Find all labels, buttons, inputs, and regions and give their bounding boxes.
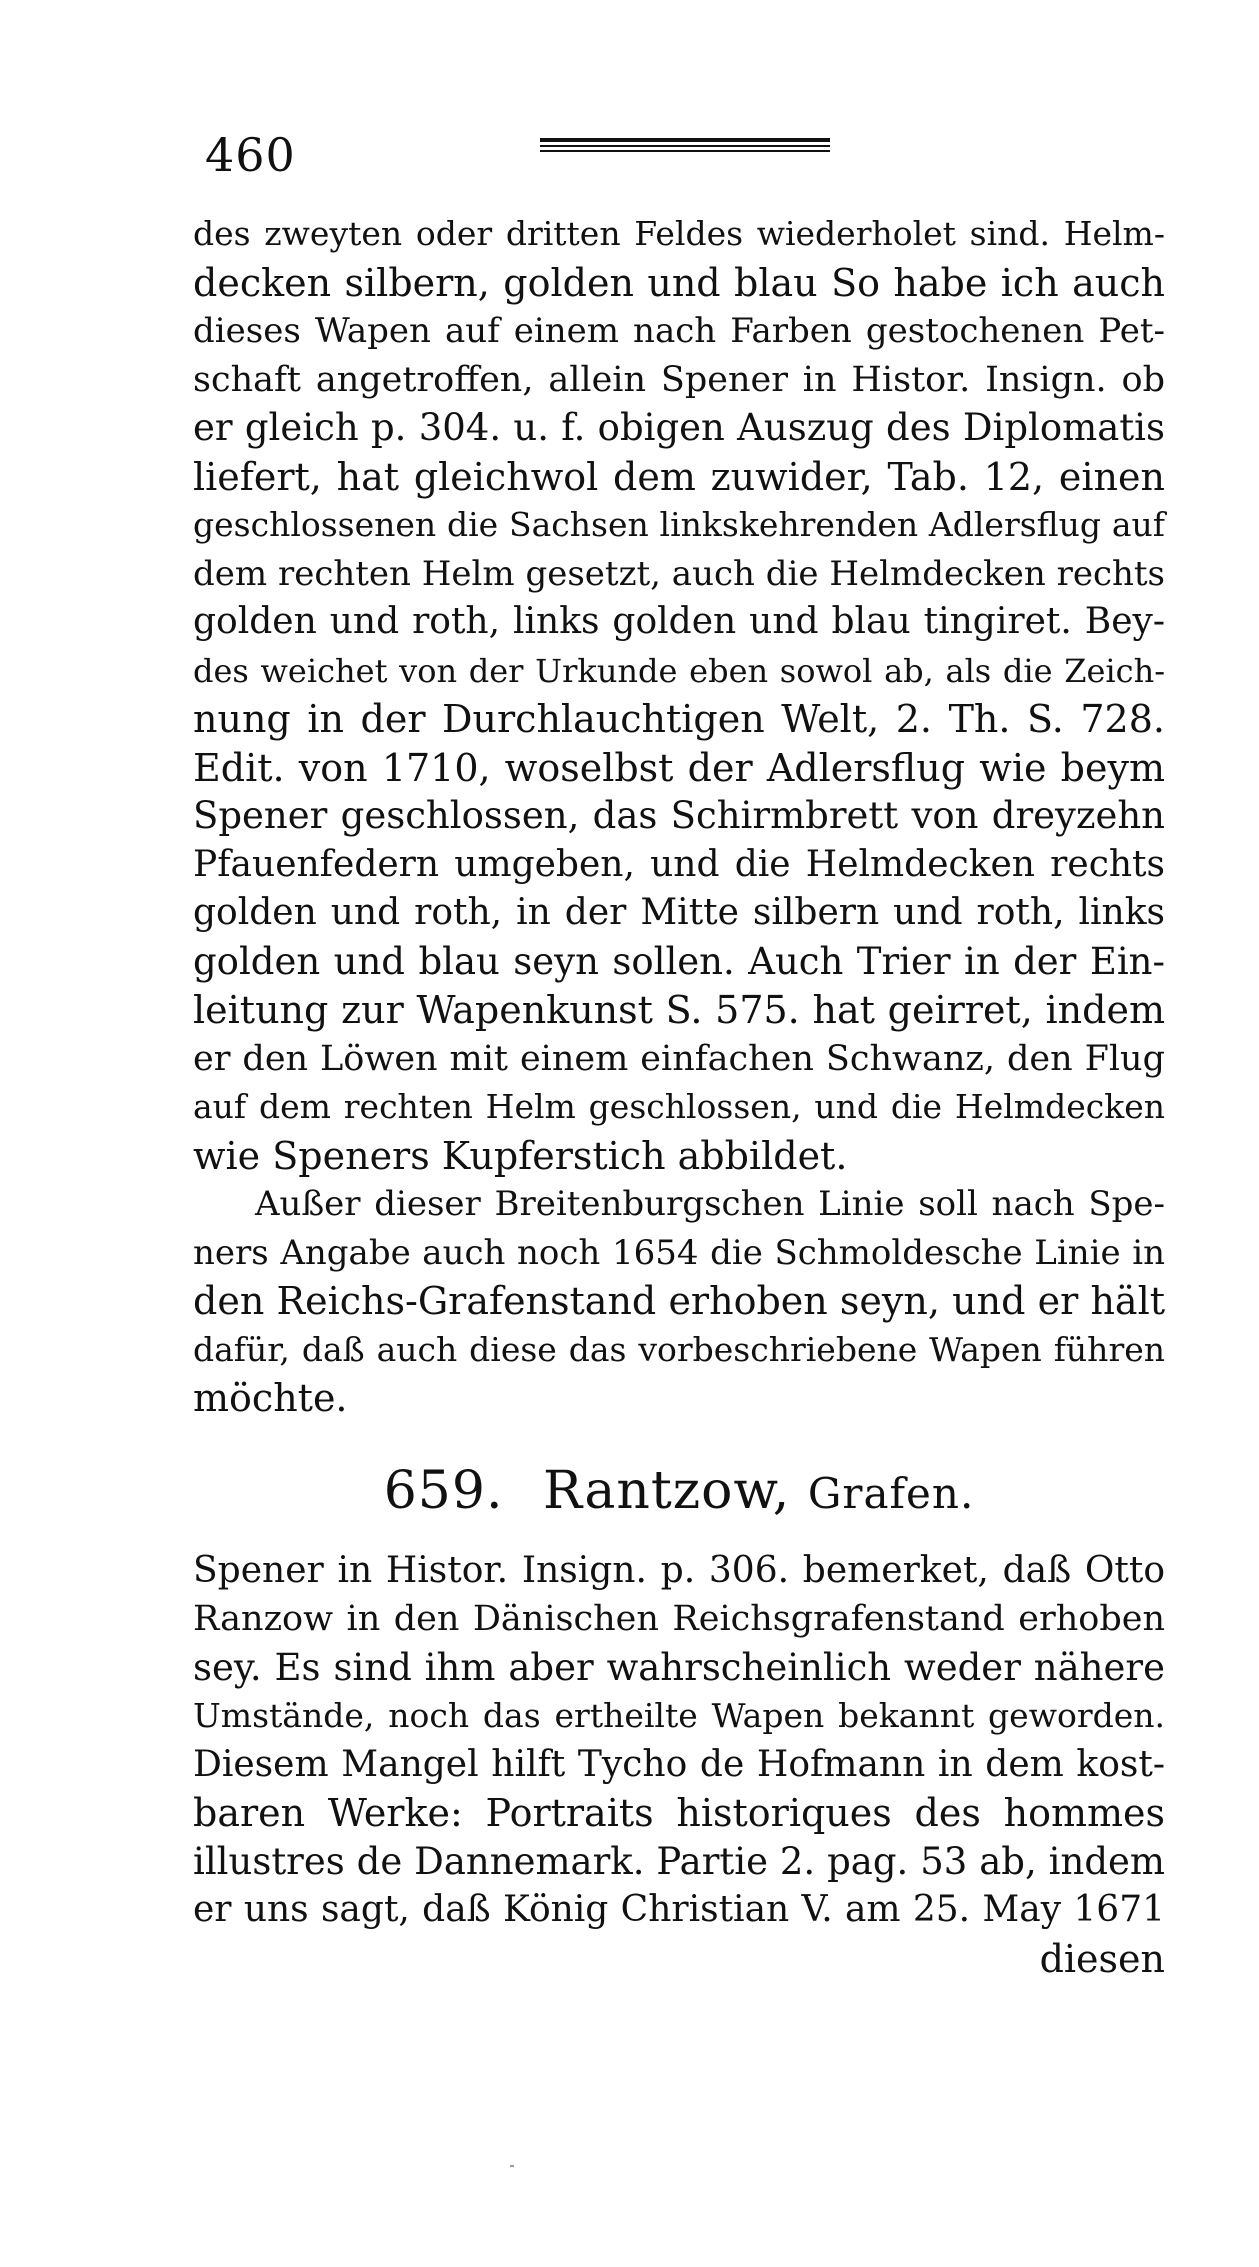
text-line: golden und roth, in der Mitte silbern und roth, links bbox=[193, 892, 1165, 933]
text-line: illustres de Dannemark. Partie 2. pag. 53 ab, indem bbox=[193, 1839, 1165, 1883]
text-line: Umstände, noch das ertheilte Wapen bekannt geworden. bbox=[193, 1696, 1165, 1735]
section-number: 659. bbox=[383, 1460, 504, 1521]
header-rule-bar bbox=[540, 150, 830, 152]
paragraph-2 bbox=[193, 1180, 1165, 1423]
paragraph-3 bbox=[193, 1547, 1165, 1984]
text-line: wie Speners Kupferstich abbildet. bbox=[193, 1133, 848, 1178]
text-line: er den Löwen mit einem einfachen Schwanz, den Flug bbox=[193, 1038, 1165, 1079]
text-line: auf dem rechten Helm geschlossen, und die Helmdecken bbox=[193, 1087, 1165, 1126]
text-line: möchte. bbox=[193, 1376, 348, 1420]
text-line: nung in der Durchlauchtigen Welt, 2. Th. S. 728. bbox=[193, 697, 1165, 741]
text-line: schaft angetroffen, allein Spener in Histor. Insign. ob bbox=[193, 359, 1165, 400]
text-line: dafür, daß auch diese das vorbeschriebene Wapen führen bbox=[193, 1329, 1165, 1369]
text-line: baren Werke: Portraits historiques des hommes bbox=[193, 1791, 1165, 1835]
page-number: 460 bbox=[205, 128, 296, 182]
text-line: dem rechten Helm gesetzt, auch die Helmdecken rechts bbox=[193, 553, 1165, 594]
text-line: Edit. von 1710, woselbst der Adlersflug wie beym bbox=[193, 745, 1165, 790]
text-line: golden und roth, links golden und blau tingiret. Bey- bbox=[193, 601, 1165, 642]
text-line: liefert, hat gleichwol dem zuwider, Tab. 12, einen bbox=[193, 454, 1165, 499]
text-line: leitung zur Wapenkunst S. 575. hat geirret, indem bbox=[193, 988, 1165, 1032]
text-line: er uns sagt, daß König Christian V. am 25. May 1671 bbox=[193, 1889, 1165, 1930]
text-line: ners Angabe auch noch 1654 die Schmoldesche Linie in bbox=[193, 1232, 1165, 1273]
text-line: Ranzow in den Dänischen Reichsgrafenstand erhoben bbox=[193, 1599, 1165, 1639]
text-line: golden und blau seyn sollen. Auch Trier in der Ein- bbox=[193, 939, 1165, 983]
header-rule-bar bbox=[540, 138, 830, 142]
text-line: dieses Wapen auf einem nach Farben gestochenen Pet- bbox=[193, 311, 1165, 351]
header-rule bbox=[540, 138, 830, 156]
text-line: Spener geschlossen, das Schirmbrett von dreyzehn bbox=[193, 794, 1165, 837]
section-name: Rantzow, bbox=[543, 1460, 791, 1521]
text-line: Spener in Histor. Insign. p. 306. bemerket, daß Otto bbox=[193, 1549, 1165, 1591]
text-line: sey. Es sind ihm aber wahrscheinlich weder nähere bbox=[193, 1645, 1165, 1689]
text-line: Außer dieser Breitenburgschen Linie soll nach Spe- bbox=[255, 1184, 1165, 1224]
text-line: des zweyten oder dritten Feldes wiederholet sind. Helm- bbox=[193, 214, 1165, 253]
text-line: er gleich p. 304. u. f. obigen Auszug des Diplomatis bbox=[193, 406, 1165, 449]
section-subtitle: Grafen. bbox=[807, 1468, 975, 1518]
text-line: Pfauenfedern umgeben, und die Helmdecken rechts bbox=[193, 843, 1165, 885]
text-line: decken silbern, golden und blau So habe ich auch bbox=[193, 260, 1165, 305]
text-line: den Reichs-Grafenstand erhoben seyn, und er hält bbox=[193, 1279, 1165, 1323]
text-line: Diesem Mangel hilft Tycho de Hofmann in dem kost- bbox=[193, 1743, 1165, 1785]
text-line: geschlossenen die Sachsen linkskehrenden Adlersflug auf bbox=[193, 505, 1165, 544]
paragraph-1 bbox=[193, 210, 1165, 1180]
body-text bbox=[193, 210, 1165, 1983]
page-speck bbox=[510, 2165, 514, 2167]
section-heading bbox=[193, 1441, 1165, 1541]
header-rule-bar bbox=[540, 145, 830, 147]
text-line: des weichet von der Urkunde eben sowol ab, als die Zeich- bbox=[193, 651, 1165, 690]
catchword: diesen bbox=[1039, 1936, 1165, 1981]
